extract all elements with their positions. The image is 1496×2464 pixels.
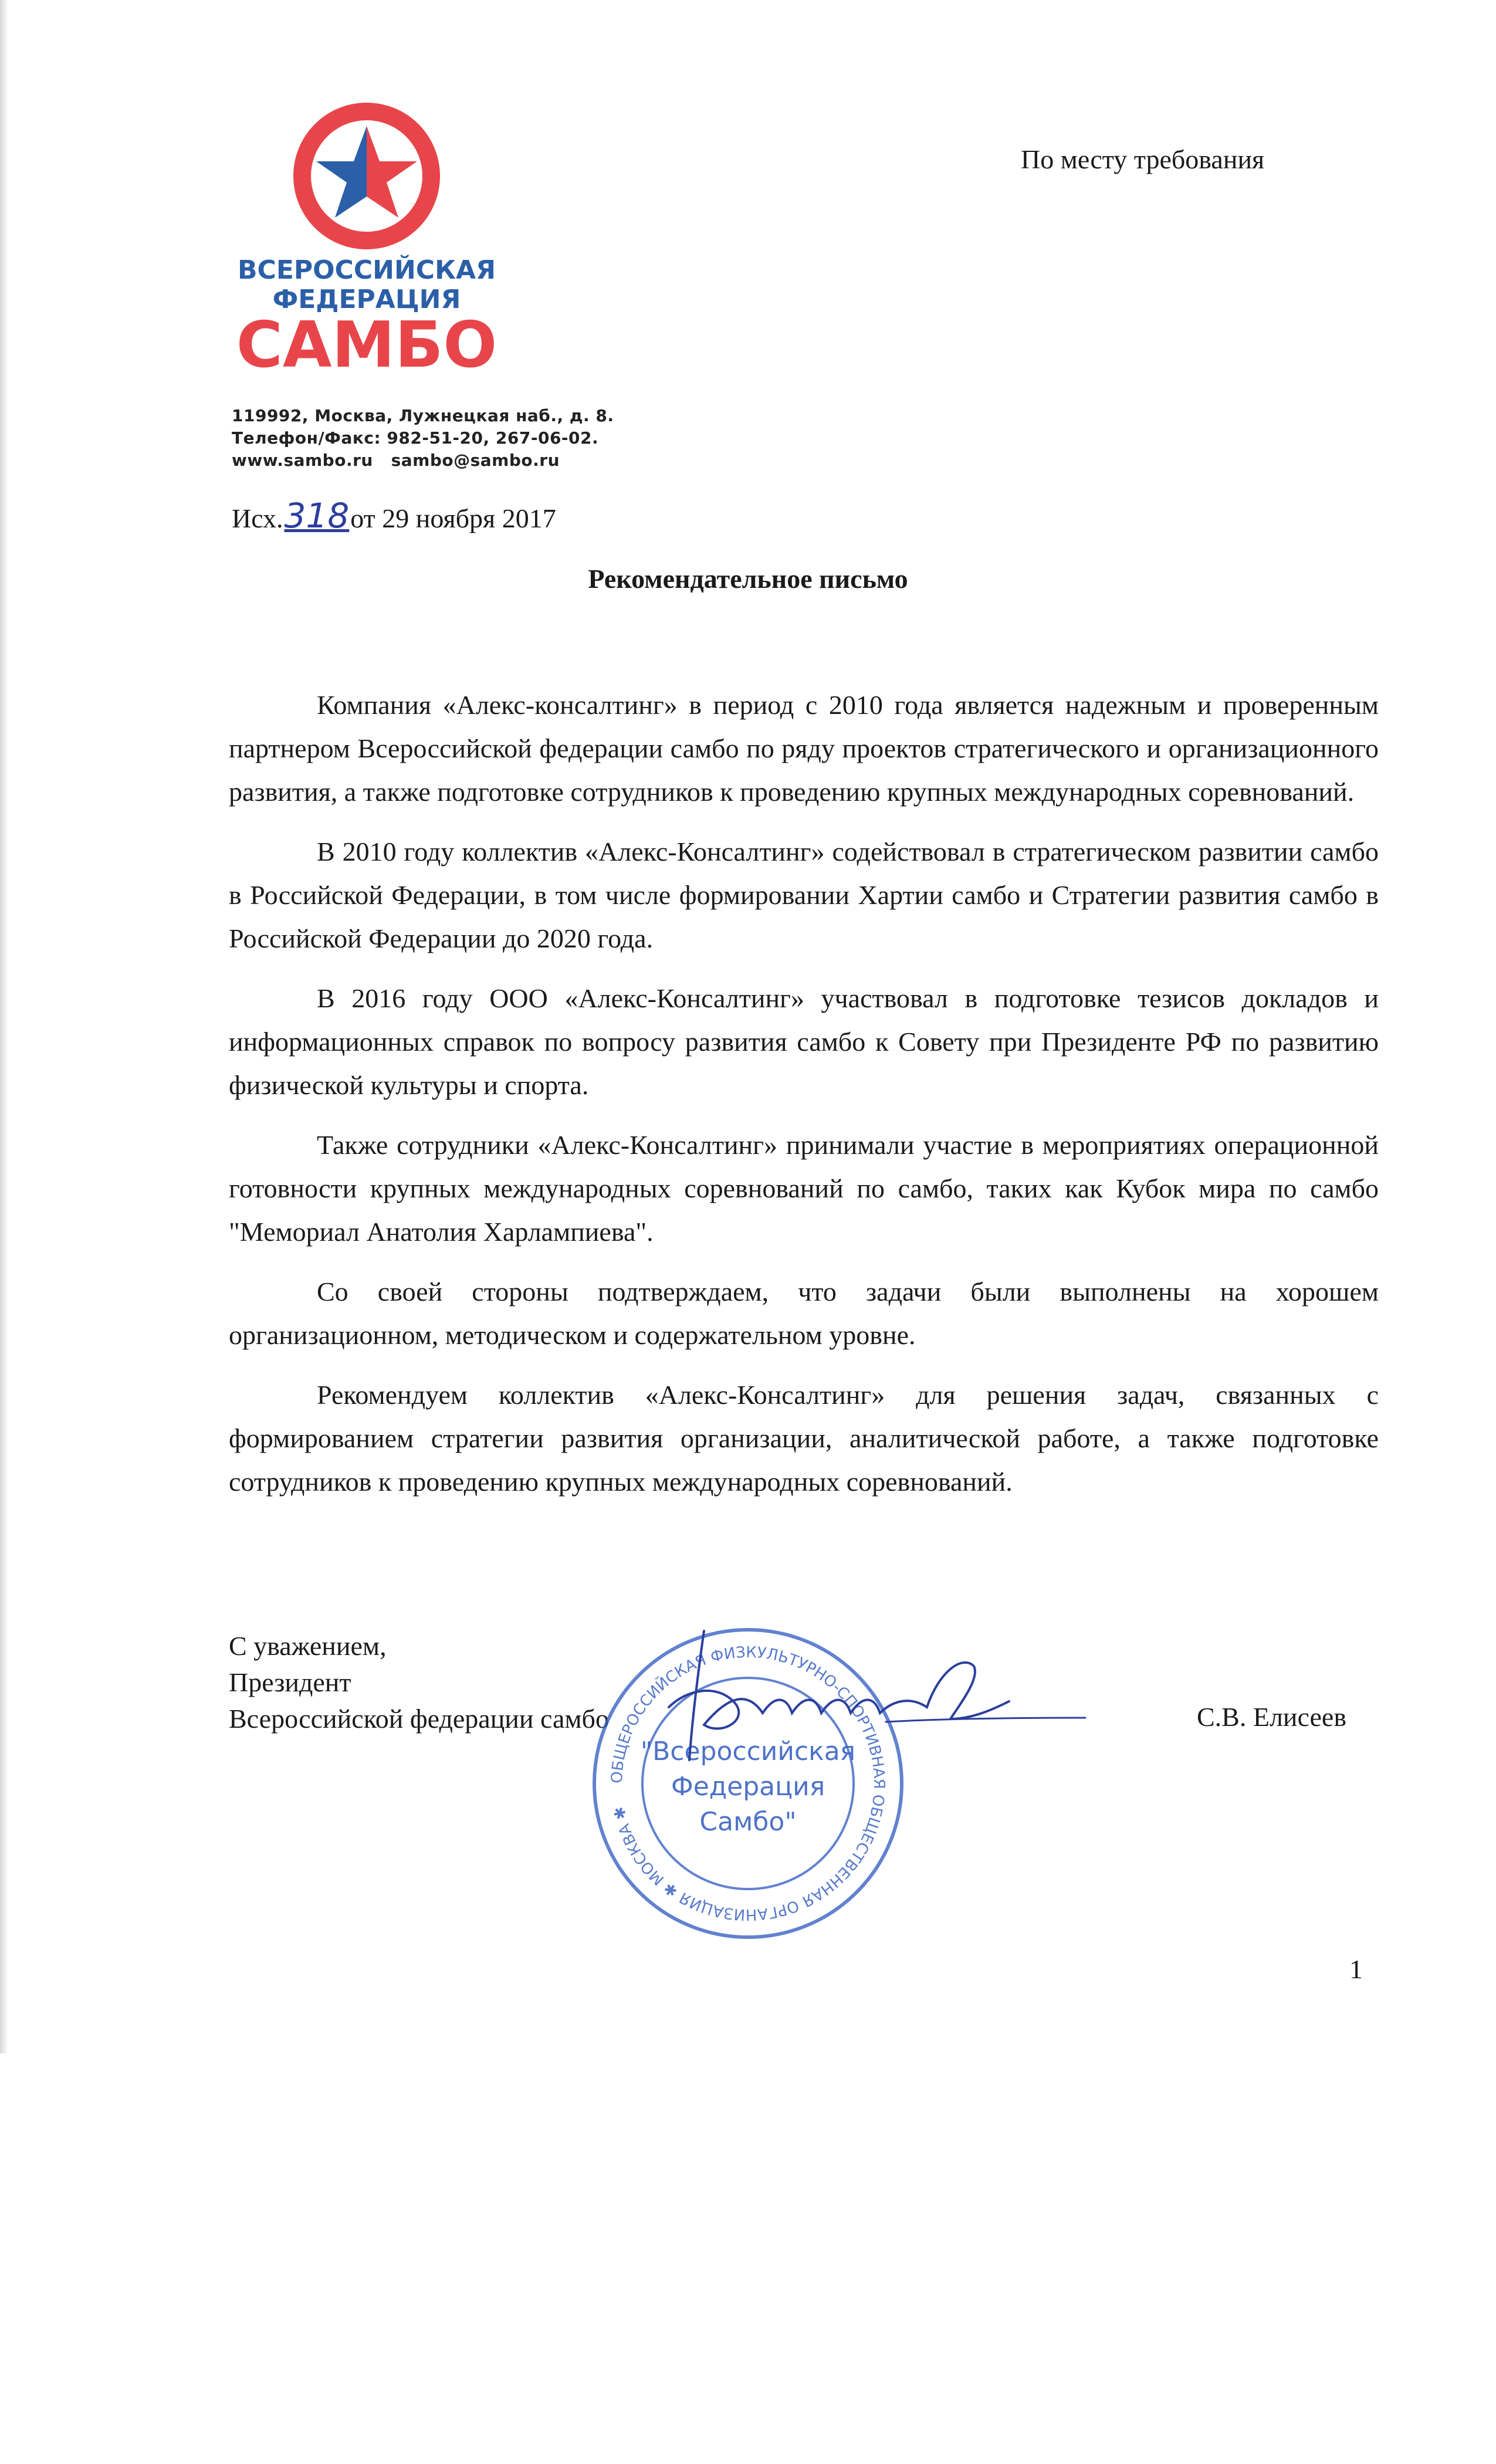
letter-body: [229, 683, 1379, 1520]
closing-organization: Всероссийской федерации самбо: [229, 1704, 609, 1734]
letterhead-web: www.sambo.ru: [232, 451, 373, 470]
paragraph-4: Также сотрудники «Алекс-Консалтинг» принимали участие в мероприятиях операционной готовности крупных международных соревнований по самбо, таких как Кубок мира по самбо "Мемориал Анатолия Харлампиева".: [229, 1130, 1379, 1247]
page-number: 1: [1349, 1954, 1363, 1984]
paragraph-1: Компания «Алекс-консалтинг» в период с 2010 года является надежным и проверенным партнером Всероссийской федерации самбо по ряду проектов стратегического и организационного развития, а также подготовке сотрудников к проведению крупных международных соревнований.: [229, 690, 1379, 807]
paragraph-5: Со своей стороны подтверждаем, что задачи были выполнены на хорошем организационном, методическом и содержательном уровне.: [229, 1277, 1379, 1350]
closing-regards: С уважением,: [229, 1631, 387, 1661]
stamp-center-line-3: Самбо": [699, 1807, 797, 1837]
reference-date: от 29 ноября 2017: [350, 503, 556, 533]
paragraph-6: Рекомендуем коллектив «Алекс-Консалтинг» для решения задач, связанных с формированием стратегии развития организации, аналитической работе, а также подготовке сотрудников к проведению крупных международных соревнований.: [229, 1380, 1379, 1497]
logo-line-1: ВСЕРОССИЙСКАЯ: [238, 255, 496, 285]
reference-number: 318: [284, 496, 350, 536]
reference-prefix: Исх.: [232, 503, 283, 533]
logo-line-3: САМБО: [236, 309, 497, 382]
letterhead-email: sambo@sambo.ru: [391, 451, 560, 470]
letterhead-contacts: [232, 405, 642, 472]
reference-line: [232, 496, 556, 536]
letterhead-address: 119992, Москва, Лужнецкая наб., д. 8.: [232, 406, 614, 425]
stamp-ring-text: ОБЩЕРОССИЙСКАЯ ФИЗКУЛЬТУРНО-СПОРТИВНАЯ ОБЩЕСТВЕННАЯ ОРГАНИЗАЦИЯ ✱ МОСКВА ✱: [608, 1643, 888, 1924]
stamp-center-line-2: Федерация: [671, 1772, 825, 1802]
paragraph-2: В 2010 году коллектив «Алекс-Консалтинг» содействовал в стратегическом развитии самбо в Российской Федерации, в том числе формировании Хартии самбо и Стратегии развития самбо в Российской Федерации до 2020 года.: [229, 837, 1379, 953]
closing-position: Президент: [229, 1667, 351, 1697]
sambo-federation-logo: [232, 103, 502, 390]
scan-edge-shadow: [0, 0, 8, 2053]
letterhead-phone: Телефон/Факс: 982-51-20, 267-06-02.: [232, 428, 599, 448]
signature-stroke-main: [669, 1631, 1009, 1760]
logo-line-2: ФЕДЕРАЦИЯ: [272, 285, 461, 314]
letterhead-web-email: [232, 449, 642, 472]
handwritten-signature: [634, 1619, 1162, 1795]
stamp-center-line-1: "Всероссийская: [640, 1737, 856, 1766]
paragraph-3: В 2016 году ООО «Алекс-Консалтинг» участвовал в подготовке тезисов докладов и информационных справок по вопросу развития самбо к Совету при Президенте РФ по развитию физической культуры и спорта.: [229, 983, 1379, 1100]
signer-name: С.В. Елисеев: [1197, 1702, 1347, 1732]
signature-stroke-tail: [886, 1718, 1085, 1722]
addressee: По месту требования: [1021, 144, 1265, 174]
document-title: Рекомендательное письмо: [588, 564, 908, 594]
